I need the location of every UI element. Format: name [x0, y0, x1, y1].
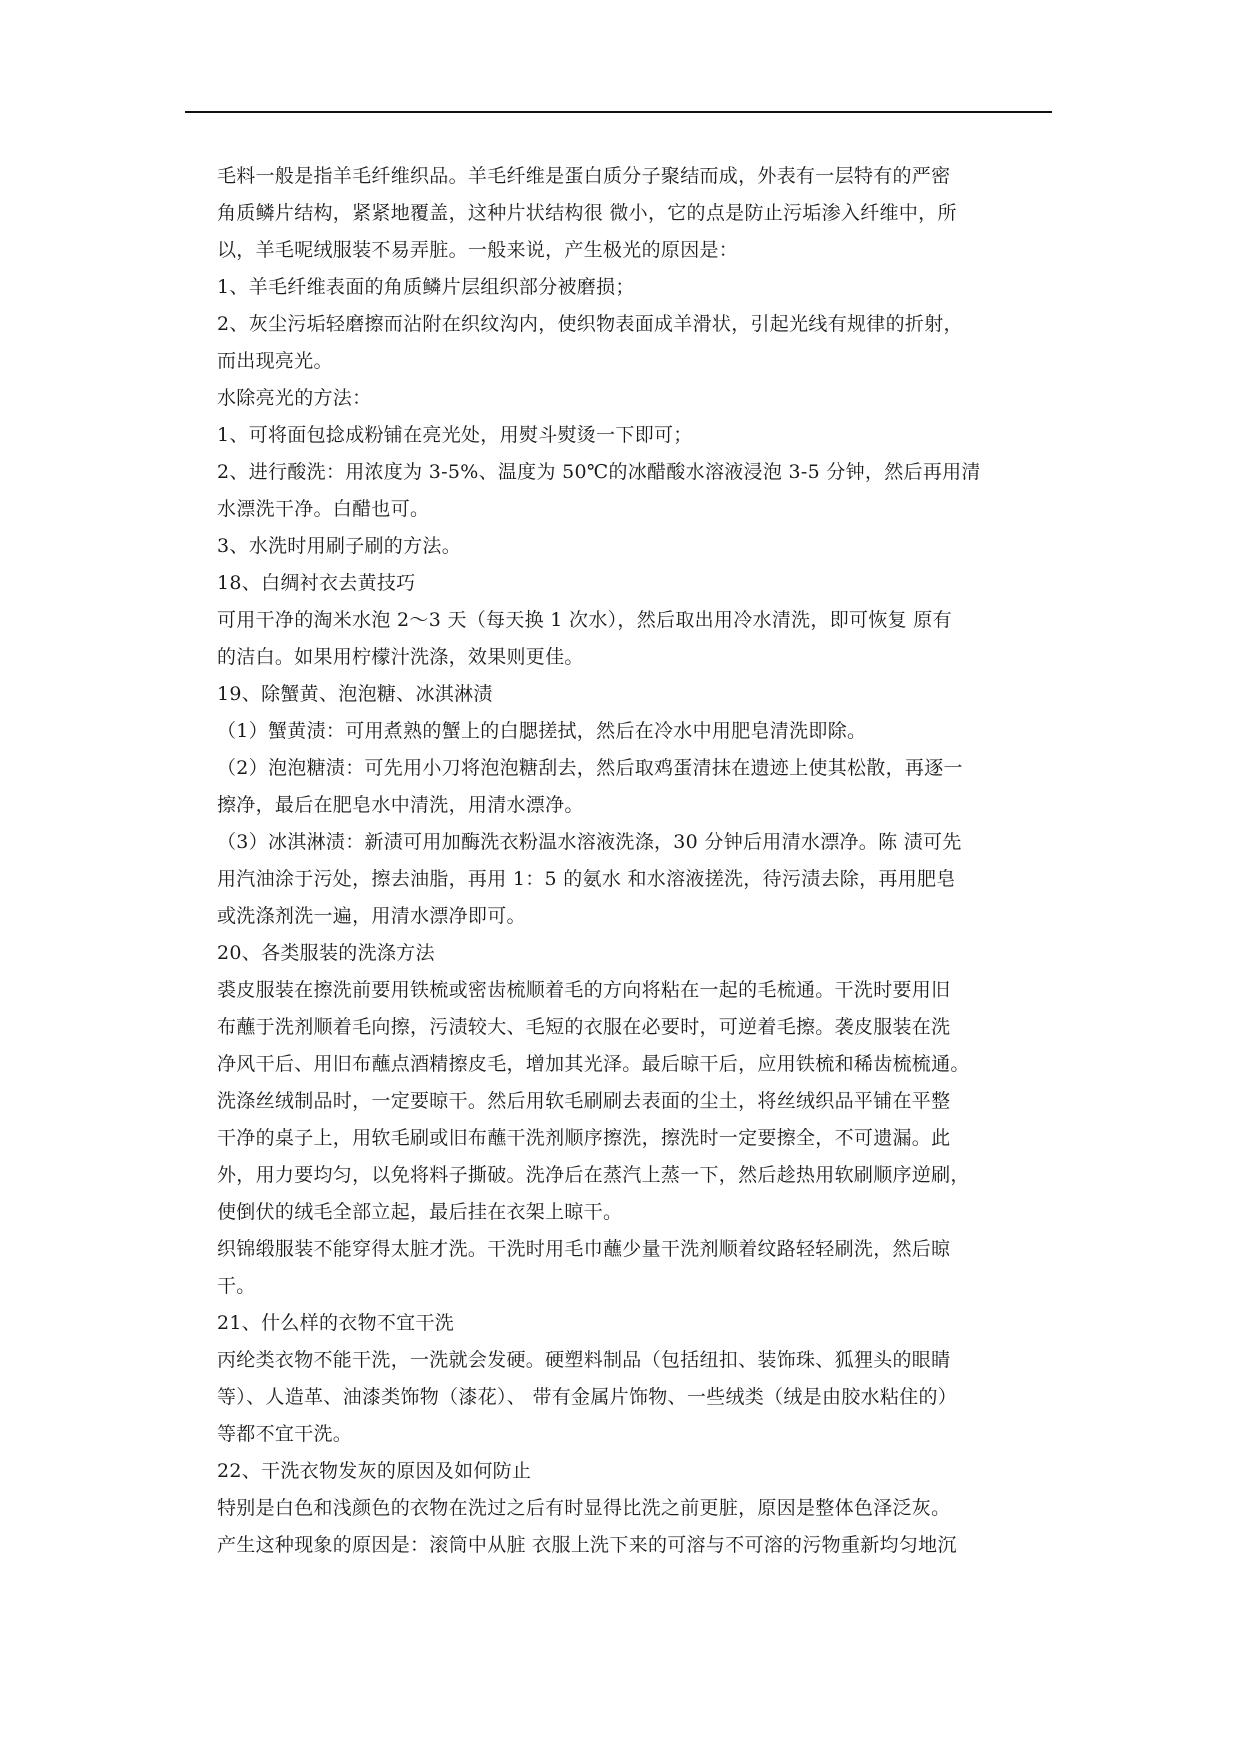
text-line: 产生这种现象的原因是：滚筒中从脏 衣服上洗下来的可溶与不可溶的污物重新均匀地沉	[217, 1534, 957, 1556]
text-line: 裘皮服装在擦洗前要用铁梳或密齿梳顺着毛的方向将粘在一起的毛梳通。干洗时要用旧	[217, 979, 951, 1001]
list-item: 2、灰尘污垢轻磨擦而沾附在织纹沟内，使织物表面成羊滑状，引起光线有规律的折射，	[217, 313, 963, 335]
section-heading: 22、干洗衣物发灰的原因及如何防止	[217, 1460, 532, 1482]
text-line: 水漂洗干净。白醋也可。	[217, 498, 430, 520]
list-item: 1、羊毛纤维表面的角质鳞片层组织部分被磨损；	[217, 276, 635, 298]
list-item: （1）蟹黄渍：可用煮熟的蟹上的白腮搓拭，然后在冷水中用肥皂清洗即除。	[217, 720, 867, 742]
text-line: 的洁白。如果用柠檬汁洗涤，效果则更佳。	[217, 646, 584, 668]
section-heading: 21、什么样的衣物不宜干洗	[217, 1312, 455, 1334]
header-rule	[185, 111, 1052, 113]
section-heading: 19、除蟹黄、泡泡糖、冰淇淋渍	[217, 683, 493, 705]
text-line: 丙纶类衣物不能干洗，一洗就会发硬。硬塑料制品（包括纽扣、装饰珠、狐狸头的眼睛	[217, 1349, 951, 1371]
list-item: 3、水洗时用刷子刷的方法。	[217, 535, 461, 557]
text-line: 等）、人造革、油漆类饰物（漆花）、 带有金属片饰物、一些绒类（绒是由胶水粘住的）	[217, 1386, 958, 1408]
text-line: 等都不宜干洗。	[217, 1423, 353, 1445]
text-line: 洗涤丝绒制品时，一定要晾干。然后用软毛刷刷去表面的尘土，将丝绒织品平铺在平整	[217, 1090, 951, 1112]
list-item: 2、进行酸洗：用浓度为 3-5%、温度为 50℃的冰醋酸水溶液浸泡 3-5 分钟，然后再用清	[217, 461, 981, 483]
text-line: 干净的桌子上，用软毛刷或旧布蘸干洗剂顺序擦洗，擦洗时一定要擦全，不可遗漏。此	[217, 1127, 951, 1149]
text-line: 特别是白色和浅颜色的衣物在洗过之后有时显得比洗之前更脏，原因是整体色泽泛灰。	[217, 1497, 951, 1519]
text-line: 而出现亮光。	[217, 350, 333, 372]
text-line: 使倒伏的绒毛全部立起，最后挂在衣架上晾干。	[217, 1201, 623, 1223]
section-heading: 20、各类服装的洗涤方法	[217, 942, 435, 964]
text-line: 擦净，最后在肥皂水中清洗，用清水漂净。	[217, 794, 584, 816]
list-item: （2）泡泡糖渍：可先用小刀将泡泡糖刮去，然后取鸡蛋清抹在遗迹上使其松散，再逐一	[217, 757, 963, 779]
text-line: 布蘸于洗剂顺着毛向擦，污渍较大、毛短的衣服在必要时，可逆着毛擦。袭皮服装在洗	[217, 1016, 951, 1038]
text-line: 干。	[217, 1275, 256, 1297]
list-item: （3）冰淇淋渍：新渍可用加酶洗衣粉温水溶液洗涤，30 分钟后用清水漂净。陈 渍可先	[217, 831, 962, 853]
list-item: 1、可将面包捻成粉铺在亮光处，用熨斗熨烫一下即可；	[217, 424, 693, 446]
section-heading: 18、白绸衬衣去黄技巧	[217, 572, 416, 594]
text-line: 净风干后、用旧布蘸点酒精擦皮毛，增加其光泽。最后晾干后，应用铁梳和稀齿梳梳通。	[217, 1053, 970, 1075]
text-line: 织锦缎服装不能穿得太脏才洗。干洗时用毛巾蘸少量干洗剂顺着纹路轻轻刷洗，然后晾	[217, 1238, 951, 1260]
section-heading: 水除亮光的方法：	[217, 387, 372, 409]
text-line: 毛料一般是指羊毛纤维织品。羊毛纤维是蛋白质分子聚结而成，外表有一层特有的严密	[217, 165, 951, 187]
text-line: 可用干净的淘米水泡 2～3 天（每天换 1 次水），然后取出用冷水清洗，即可恢复 原有	[217, 609, 952, 631]
text-line: 以，羊毛呢绒服装不易弄脏。一般来说，产生极光的原因是：	[217, 239, 739, 261]
text-line: 或洗涤剂洗一遍，用清水漂净即可。	[217, 905, 526, 927]
text-line: 用汽油涂于污处，擦去油脂，再用 1：5 的氨水 和水溶液搓洗，待污渍去除，再用肥皂	[217, 868, 956, 890]
text-line: 外，用力要均匀，以免将料子撕破。洗净后在蒸汽上蒸一下，然后趁热用软刷顺序逆刷，	[217, 1164, 970, 1186]
body-text	[217, 158, 1051, 1564]
text-line: 角质鳞片结构，紧紧地覆盖，这种片状结构很 微小，它的点是防止污垢渗入纤维中，所	[217, 202, 957, 224]
